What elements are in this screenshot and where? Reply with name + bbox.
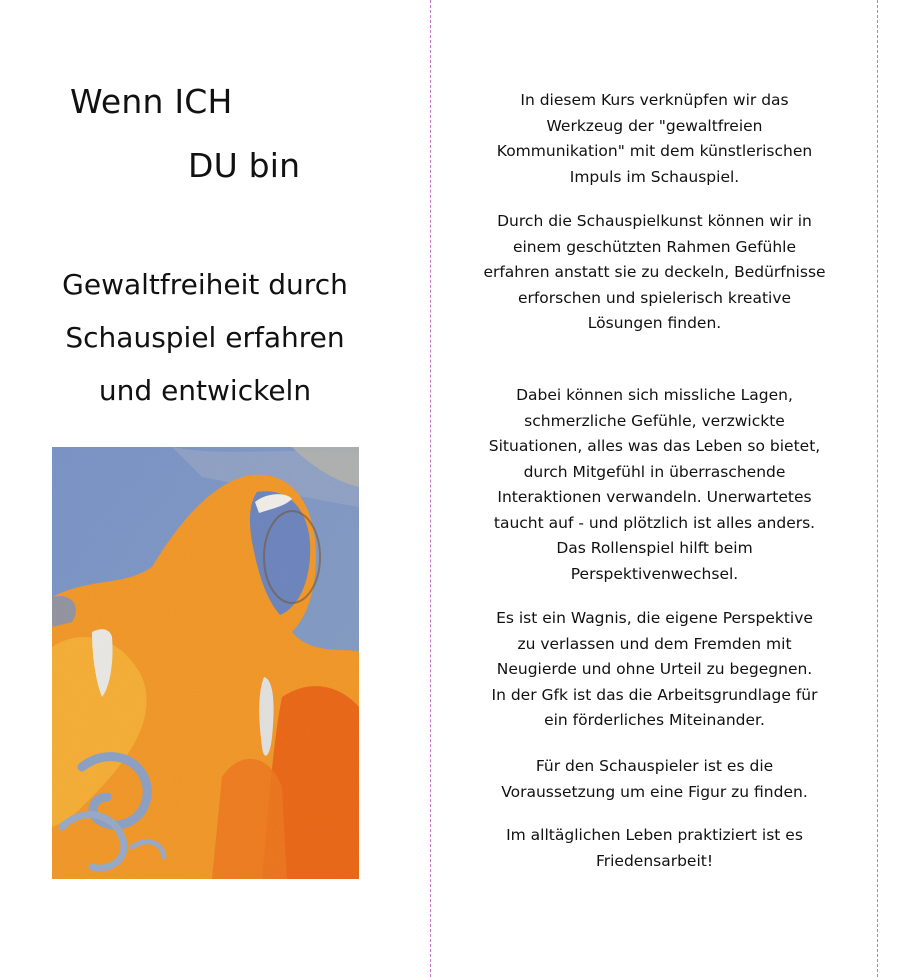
- text-line: Im alltäglichen Leben praktiziert ist es: [506, 826, 803, 844]
- text-line: In der Gfk ist das die Arbeitsgrundlage für: [491, 685, 818, 704]
- text-line: Neugierde und ohne Urteil zu begegnen.: [496, 660, 813, 678]
- paragraph-wagnis: [462, 606, 847, 734]
- text-line: Es ist ein Wagnis, die eigene Perspektive: [496, 609, 813, 627]
- subtitle-line: Gewaltfreiheit durch: [62, 268, 348, 301]
- text-line: Impuls im Schauspiel.: [569, 167, 740, 186]
- text-line: Friedensarbeit!: [595, 851, 714, 870]
- text-line: erfahren anstatt sie zu deckeln, Bedürfnisse: [483, 263, 826, 281]
- text-line: Perspektivenwechsel.: [570, 564, 739, 583]
- text-line: Für den Schauspieler ist es die: [535, 757, 774, 775]
- paragraph-intro: [462, 88, 847, 190]
- subtitle-line: Schauspiel erfahren: [65, 321, 345, 354]
- text-line: Das Rollenspiel hilft beim: [556, 539, 753, 557]
- paragraph-schauspielkunst: [462, 209, 847, 337]
- text-line: Dabei können sich missliche Lagen,: [516, 386, 793, 404]
- text-line: Werkzeug der "gewaltfreien: [546, 116, 763, 135]
- subtitle: [40, 258, 370, 417]
- text-line: schmerzliche Gefühle, verzwickte: [524, 411, 785, 430]
- painting-image: [52, 447, 359, 879]
- paragraph-schauspieler: [462, 754, 847, 805]
- paragraph-friedensarbeit: [462, 823, 847, 874]
- text-line: Durch die Schauspielkunst können wir in: [497, 212, 812, 230]
- text-line: Kommunikation" mit dem künstlerischen: [496, 142, 813, 160]
- text-line: Voraussetzung um eine Figur zu finden.: [501, 782, 808, 801]
- text-line: In diesem Kurs verknüpfen wir das: [520, 91, 789, 109]
- text-line: erforschen und spielerisch kreative: [517, 288, 792, 307]
- fold-line-left: [430, 0, 431, 977]
- text-line: Interaktionen verwandeln. Unerwartetes: [497, 488, 812, 506]
- title-line-1: Wenn ICH: [70, 82, 233, 121]
- text-line: zu verlassen und dem Fremden mit: [517, 634, 792, 653]
- subtitle-line: und entwickeln: [98, 374, 312, 407]
- text-line: durch Mitgefühl in überraschende: [523, 462, 786, 481]
- title-line-2: DU bin: [188, 146, 301, 185]
- fold-line-right: [877, 0, 878, 977]
- paragraph-rollenspiel: [462, 383, 847, 587]
- text-line: taucht auf - und plötzlich ist alles anders.: [493, 513, 816, 532]
- text-line: Situationen, alles was das Leben so bietet,: [488, 437, 821, 455]
- text-line: Lösungen finden.: [587, 314, 722, 332]
- text-line: einem geschützten Rahmen Gefühle: [512, 237, 797, 256]
- text-line: ein förderliches Miteinander.: [544, 711, 765, 729]
